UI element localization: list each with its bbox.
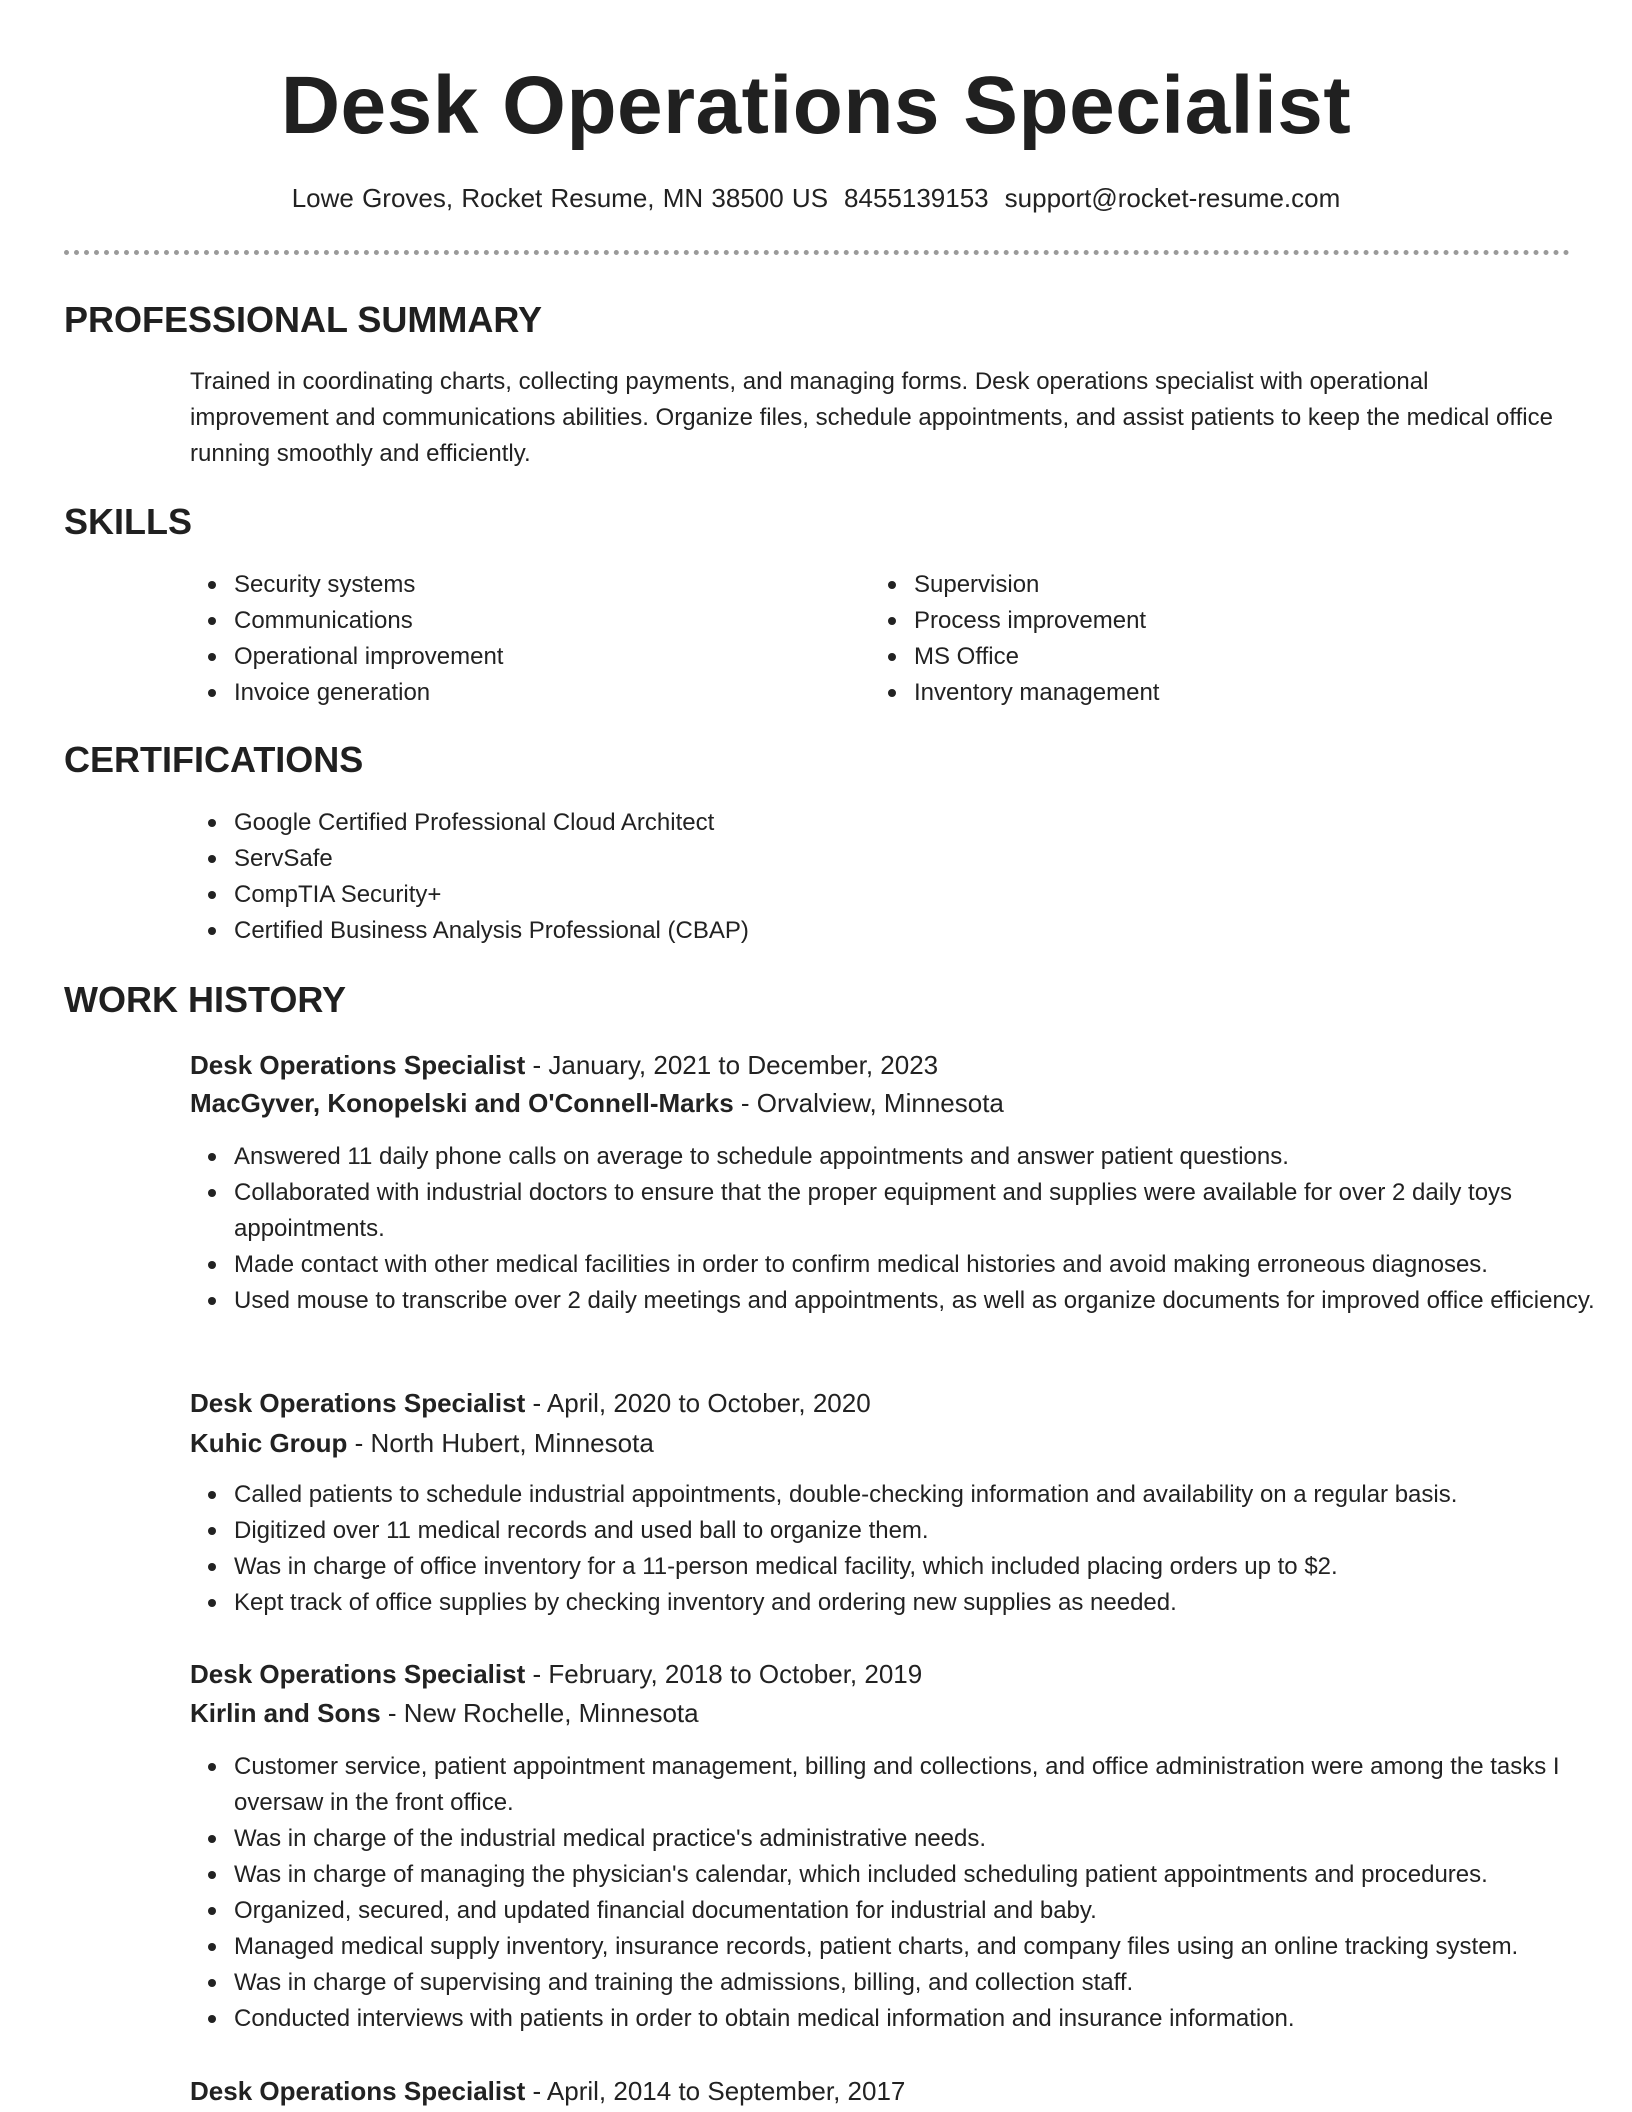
job-bullet: Was in charge of the industrial medical practice's administrative needs. [234, 1821, 1614, 1857]
certifications-list [190, 805, 1534, 949]
job-bullet: Used mouse to transcribe over 2 daily meetings and appointments, as well as organize documents for improved office efficiency. [234, 1283, 1614, 1319]
skill-item: MS Office [914, 639, 1514, 675]
job-location: - North Hubert, Minnesota [347, 1428, 654, 1458]
job-bullet: Collaborated with industrial doctors to ensure that the proper equipment and supplies were available for over 2 daily toys appointments. [234, 1175, 1614, 1247]
job-bullet: Customer service, patient appointment management, billing and collections, and office administration were among the tasks I oversaw in the front office. [234, 1749, 1614, 1821]
job-title-line [190, 1384, 871, 1422]
skill-item: Communications [234, 603, 834, 639]
job-company-line [190, 1084, 1004, 1122]
skill-item: Inventory management [914, 675, 1514, 711]
resume-title: Desk Operations Specialist [280, 60, 1352, 151]
job-bullet: Kept track of office supplies by checking inventory and ordering new supplies as needed. [234, 1585, 1614, 1621]
certification-item: Google Certified Professional Cloud Architect [234, 805, 1534, 841]
job-bullet: Was in charge of office inventory for a 11-person medical facility, which included placing orders up to $2. [234, 1549, 1614, 1585]
job-title-line [190, 1046, 938, 1084]
summary-heading: PROFESSIONAL SUMMARY [64, 299, 543, 340]
work-history-heading: WORK HISTORY [64, 979, 347, 1020]
job-role: Desk Operations Specialist [190, 1388, 526, 1418]
job-role: Desk Operations Specialist [190, 2076, 526, 2106]
contact-phone: 8455139153 [844, 183, 989, 213]
job-bullet: Was in charge of supervising and training the admissions, billing, and collection staff. [234, 1965, 1614, 2001]
summary-text: Trained in coordinating charts, collecting payments, and managing forms. Desk operations specialist with operational improvement and communications abilities. Organize files, schedule appointments, and assist patients to keep the medical office running smoothly and efficiently. [190, 368, 1553, 467]
job-bullets [190, 1477, 1614, 1621]
skill-item: Invoice generation [234, 675, 834, 711]
job-role: Desk Operations Specialist [190, 1659, 526, 1689]
job-dates: - April, 2020 to October, 2020 [525, 1388, 871, 1418]
job-dates: - January, 2021 to December, 2023 [525, 1050, 939, 1080]
skill-item: Operational improvement [234, 639, 834, 675]
job-title-line [190, 2072, 905, 2110]
job-company: Kuhic Group [190, 1428, 348, 1458]
job-company: Kirlin and Sons [190, 1698, 381, 1728]
certification-item: Certified Business Analysis Professional (CBAP) [234, 913, 1534, 949]
skills-list-left [190, 567, 834, 711]
job-company-line [190, 1424, 654, 1462]
job-location: - New Rochelle, Minnesota [380, 1698, 699, 1728]
job-dates: - February, 2018 to October, 2019 [525, 1659, 923, 1689]
job-bullet: Answered 11 daily phone calls on average to schedule appointments and answer patient questions. [234, 1139, 1614, 1175]
job-bullets [190, 1139, 1614, 1319]
contact-address: Lowe Groves, Rocket Resume, MN 38500 US [291, 183, 829, 213]
job-bullet: Managed medical supply inventory, insurance records, patient charts, and company files using an online tracking system. [234, 1929, 1614, 1965]
contact-email: support@rocket-resume.com [1004, 183, 1341, 213]
job-title-line [190, 1655, 922, 1693]
job-company-line [190, 1694, 699, 1732]
certification-item: CompTIA Security+ [234, 877, 1534, 913]
job-bullets [190, 1749, 1614, 2037]
skill-item: Supervision [914, 567, 1514, 603]
skill-item: Security systems [234, 567, 834, 603]
job-dates: - April, 2014 to September, 2017 [525, 2076, 906, 2106]
skills-list-right [870, 567, 1514, 711]
job-location: - Orvalview, Minnesota [733, 1088, 1004, 1118]
job-bullet: Made contact with other medical facilities in order to confirm medical histories and avoid making erroneous diagnoses. [234, 1247, 1614, 1283]
job-company: MacGyver, Konopelski and O'Connell-Marks [190, 1088, 734, 1118]
job-bullet: Organized, secured, and updated financial documentation for industrial and baby. [234, 1893, 1614, 1929]
skill-item: Process improvement [914, 603, 1514, 639]
job-bullet: Called patients to schedule industrial appointments, double-checking information and availability on a regular basis. [234, 1477, 1614, 1513]
certifications-heading: CERTIFICATIONS [64, 739, 364, 780]
contact-line [0, 180, 1632, 216]
header-divider [64, 250, 1570, 255]
skills-heading: SKILLS [64, 501, 193, 542]
job-bullet: Digitized over 11 medical records and used ball to organize them. [234, 1513, 1614, 1549]
job-bullet: Was in charge of managing the physician's calendar, which included scheduling patient appointments and procedures. [234, 1857, 1614, 1893]
certification-item: ServSafe [234, 841, 1534, 877]
job-bullet: Conducted interviews with patients in order to obtain medical information and insurance information. [234, 2001, 1614, 2037]
job-role: Desk Operations Specialist [190, 1050, 526, 1080]
